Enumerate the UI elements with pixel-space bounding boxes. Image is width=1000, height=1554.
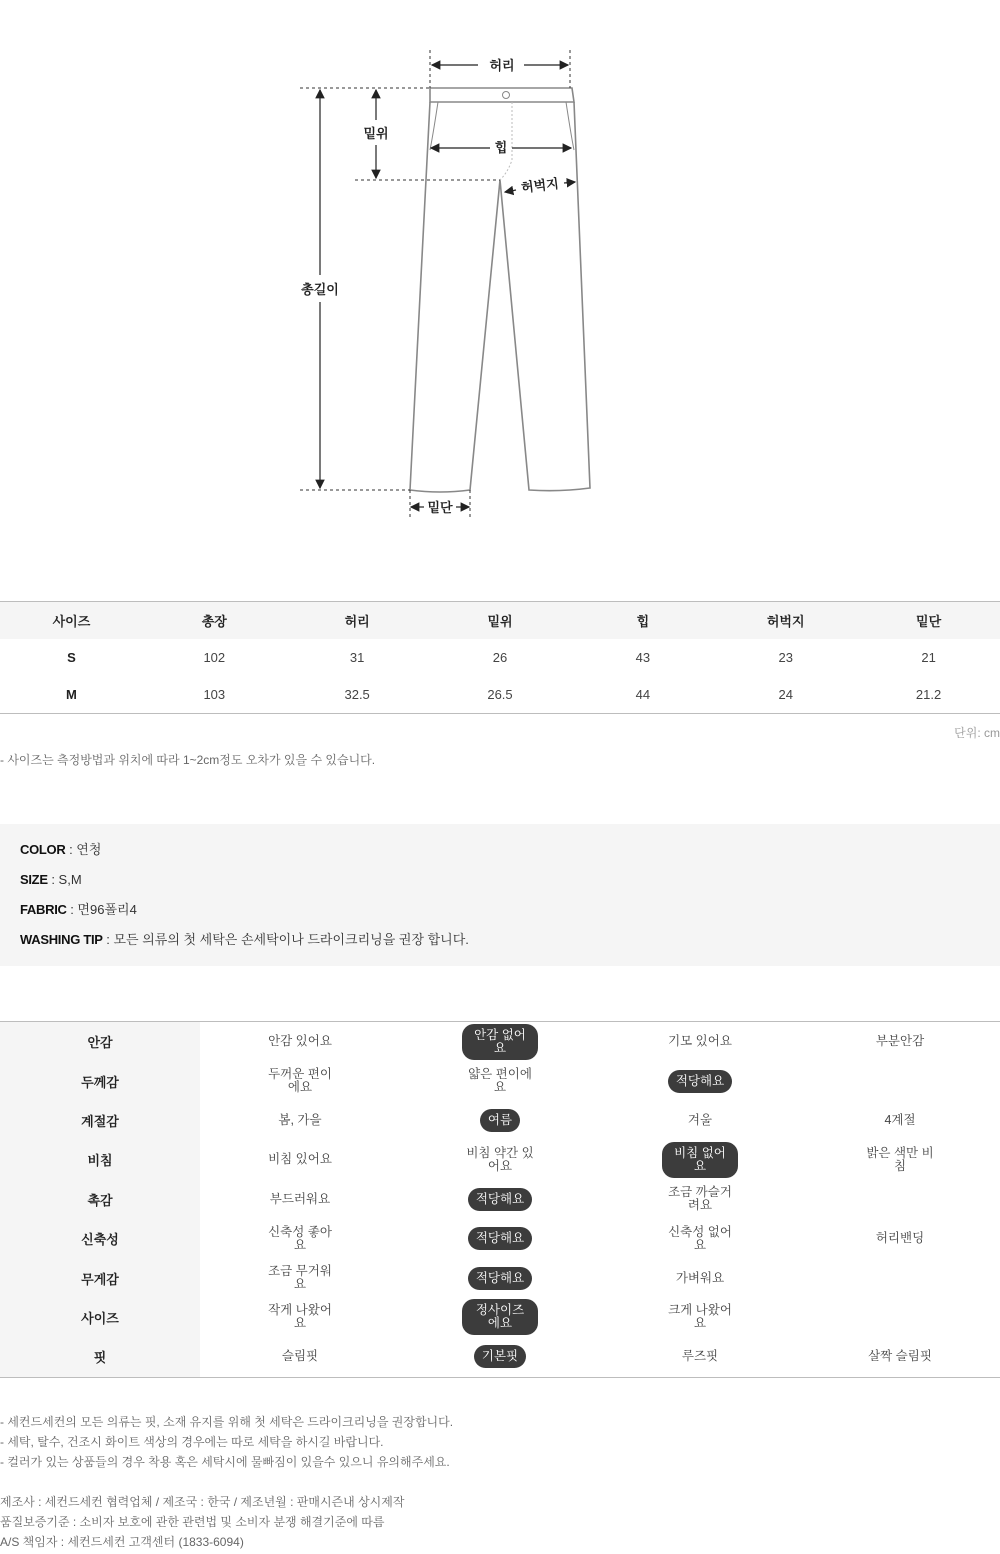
unit-label: 단위: cm [954,726,1000,740]
hip-label: 힙 [494,141,508,156]
selected-option-badge: 안감 없어요 [462,1024,538,1060]
characteristic-label: 신축성 [0,1219,200,1258]
table-cell: 31 [349,650,365,665]
size-table-header [0,602,1000,639]
characteristic-cell [800,1140,1000,1179]
characteristic-cell [200,1298,400,1337]
characteristic-label: 핏 [0,1337,200,1376]
characteristic-cell [800,1022,1000,1061]
characteristic-cell [600,1101,800,1140]
characteristic-label: 사이즈 [0,1298,200,1337]
option-label: 작게 나왔어요 [268,1303,332,1331]
selected-option-badge: 적당해요 [668,1070,732,1093]
option-label: 크게 나왔어요 [668,1303,732,1331]
hem-label: 밑단 [427,501,453,516]
option-label: 부분안감 [875,1034,925,1049]
table-cell: 102 [203,650,226,665]
characteristic-row [0,1140,1000,1179]
header-cell: 밑단 [916,614,942,629]
rise-label: 밑위 [363,127,389,142]
info-value: : 면96폴리4 [66,902,137,917]
option-label: 허리밴딩 [875,1231,925,1246]
info-size [20,872,980,902]
notes-section [0,1414,453,1554]
header-cell: 허벅지 [766,614,805,629]
care-note: - 컬러가 있는 상품들의 경우 착용 혹은 세탁시에 물빠짐이 있을수 있으니 유의해주세요. [0,1455,450,1469]
length-label: 총길이 [301,283,339,298]
table-cell: 24 [778,687,793,702]
info-value: : 연청 [65,842,102,857]
characteristic-cell [600,1337,800,1376]
characteristic-label: 무게감 [0,1258,200,1297]
characteristic-row [0,1219,1000,1258]
info-label: WASHING TIP [20,932,103,947]
button-icon [503,92,510,99]
characteristic-row [0,1180,1000,1219]
selected-option-badge: 여름 [480,1109,520,1132]
characteristic-row [0,1022,1000,1061]
care-note: - 세탁, 탈수, 건조시 화이트 색상의 경우에는 따로 세탁을 하시길 바랍니다. [0,1435,384,1449]
maker-note: 제조사 : 세컨드세컨 협력업체 / 제조국 : 한국 / 제조년월 : 판매시즌내 상시제작 [0,1495,405,1509]
characteristic-cell [800,1219,1000,1258]
characteristic-cell [400,1140,600,1179]
characteristic-cell [800,1337,1000,1376]
characteristic-cell [600,1258,800,1297]
characteristic-cell [400,1022,600,1061]
info-label: FABRIC [20,902,67,917]
characteristic-cell [800,1298,1000,1337]
option-label: 슬림핏 [281,1349,319,1364]
info-color [20,842,980,872]
characteristic-row [0,1101,1000,1140]
pants-measurement-diagram [0,0,1000,560]
characteristic-cell [400,1180,600,1219]
table-cell: 32.5 [344,687,370,702]
selected-option-badge: 비침 없어요 [662,1142,738,1178]
table-row [0,676,1000,713]
characteristic-cell [600,1180,800,1219]
characteristic-cell [200,1022,400,1061]
info-value: : 모든 의류의 첫 세탁은 손세탁이나 드라이크리닝을 권장 합니다. [102,932,469,947]
characteristic-cell [600,1140,800,1179]
thigh-arrow-right [564,182,575,183]
option-label: 신축성 없어요 [668,1224,732,1252]
selected-option-badge: 적당해요 [468,1188,532,1211]
characteristic-cell [400,1061,600,1100]
maker-note: A/S 책임자 : 세컨드세컨 고객센터 (1833-6094) [0,1535,244,1549]
selected-option-badge: 적당해요 [468,1227,532,1250]
characteristic-cell [600,1298,800,1337]
info-label: SIZE [20,872,48,887]
option-label: 얇은 편이에요 [468,1067,532,1095]
characteristics-table [0,1021,1000,1378]
characteristic-row [0,1298,1000,1337]
characteristic-cell [800,1180,1000,1219]
characteristic-cell [200,1258,400,1297]
table-cell: 23 [778,650,793,665]
characteristic-cell [400,1258,600,1297]
characteristic-label: 비침 [0,1140,200,1179]
characteristic-cell [200,1219,400,1258]
characteristic-cell [400,1219,600,1258]
header-cell: 총장 [201,614,227,629]
characteristic-cell [200,1180,400,1219]
characteristic-row [0,1337,1000,1376]
characteristic-cell [600,1022,800,1061]
characteristic-cell [800,1101,1000,1140]
characteristic-label: 안감 [0,1022,200,1061]
table-cell: 26 [492,650,508,665]
header-cell: 힙 [636,614,650,629]
header-cell: 허리 [344,614,370,629]
option-label: 루즈핏 [681,1349,719,1364]
table-cell: M [66,687,77,702]
characteristic-cell [600,1061,800,1100]
option-label: 비침 약간 있어요 [466,1145,534,1173]
pants-illustration [0,0,1000,560]
option-label: 봄, 가을 [278,1112,322,1127]
info-washing [20,932,980,962]
characteristic-label: 두께감 [0,1061,200,1100]
option-label: 부드러워요 [269,1191,331,1206]
table-cell: 21 [921,650,936,665]
option-label: 살짝 슬림핏 [868,1349,932,1364]
characteristic-label: 촉감 [0,1180,200,1219]
selected-option-badge: 기본핏 [474,1345,526,1368]
characteristic-cell [200,1337,400,1376]
option-label: 신축성 좋아요 [268,1224,332,1252]
waist-label: 허리 [489,59,515,74]
info-fabric [20,902,980,932]
table-cell: 21.2 [915,687,942,702]
header-cell: 밑위 [487,614,513,629]
table-cell: S [67,650,76,665]
table-row [0,639,1000,676]
product-info-box [0,824,1000,966]
characteristic-cell [200,1140,400,1179]
characteristic-cell [200,1101,400,1140]
characteristic-cell [600,1219,800,1258]
characteristic-cell [400,1337,600,1376]
option-label: 조금 무거워요 [268,1264,332,1292]
characteristic-cell [800,1258,1000,1297]
thigh-label: 허벅지 [520,176,560,197]
table-cell: 26.5 [487,687,513,702]
option-label: 4계절 [884,1112,916,1127]
selected-option-badge: 적당해요 [468,1267,532,1290]
option-label: 두꺼운 편이에요 [268,1067,332,1095]
care-note: - 세컨드세컨의 모든 의류는 핏, 소재 유지를 위해 첫 세탁은 드라이크리닝을 권장합니다. [0,1415,454,1429]
option-label: 안감 있어요 [268,1034,332,1049]
table-cell: 103 [203,687,226,702]
table-cell: 44 [635,687,651,702]
table-cell: 43 [635,650,651,665]
info-value: : S,M [47,872,82,887]
thigh-arrow-left [505,190,516,192]
option-label: 가벼워요 [675,1270,725,1285]
characteristic-label: 계절감 [0,1101,200,1140]
option-label: 겨울 [687,1112,713,1127]
size-table [0,601,1000,714]
characteristic-cell [200,1061,400,1100]
option-label: 비침 있어요 [268,1152,332,1167]
selected-option-badge: 정사이즈에요 [462,1299,538,1335]
size-note: - 사이즈는 측정방법과 위치에 따라 1~2cm정도 오차가 있을 수 있습니다. [0,753,376,767]
header-cell: 사이즈 [52,614,91,629]
option-label: 기모 있어요 [668,1034,732,1049]
characteristic-cell [800,1061,1000,1100]
option-label: 조금 까슬거려요 [668,1185,732,1213]
characteristic-cell [400,1101,600,1140]
characteristic-cell [400,1298,600,1337]
maker-note: 품질보증기준 : 소비자 보호에 관한 관련법 및 소비자 분쟁 해결기준에 따름 [0,1515,385,1529]
option-label: 밝은 색만 비침 [866,1145,934,1173]
characteristic-row [0,1061,1000,1100]
characteristic-row [0,1258,1000,1297]
info-label: COLOR [20,842,66,857]
